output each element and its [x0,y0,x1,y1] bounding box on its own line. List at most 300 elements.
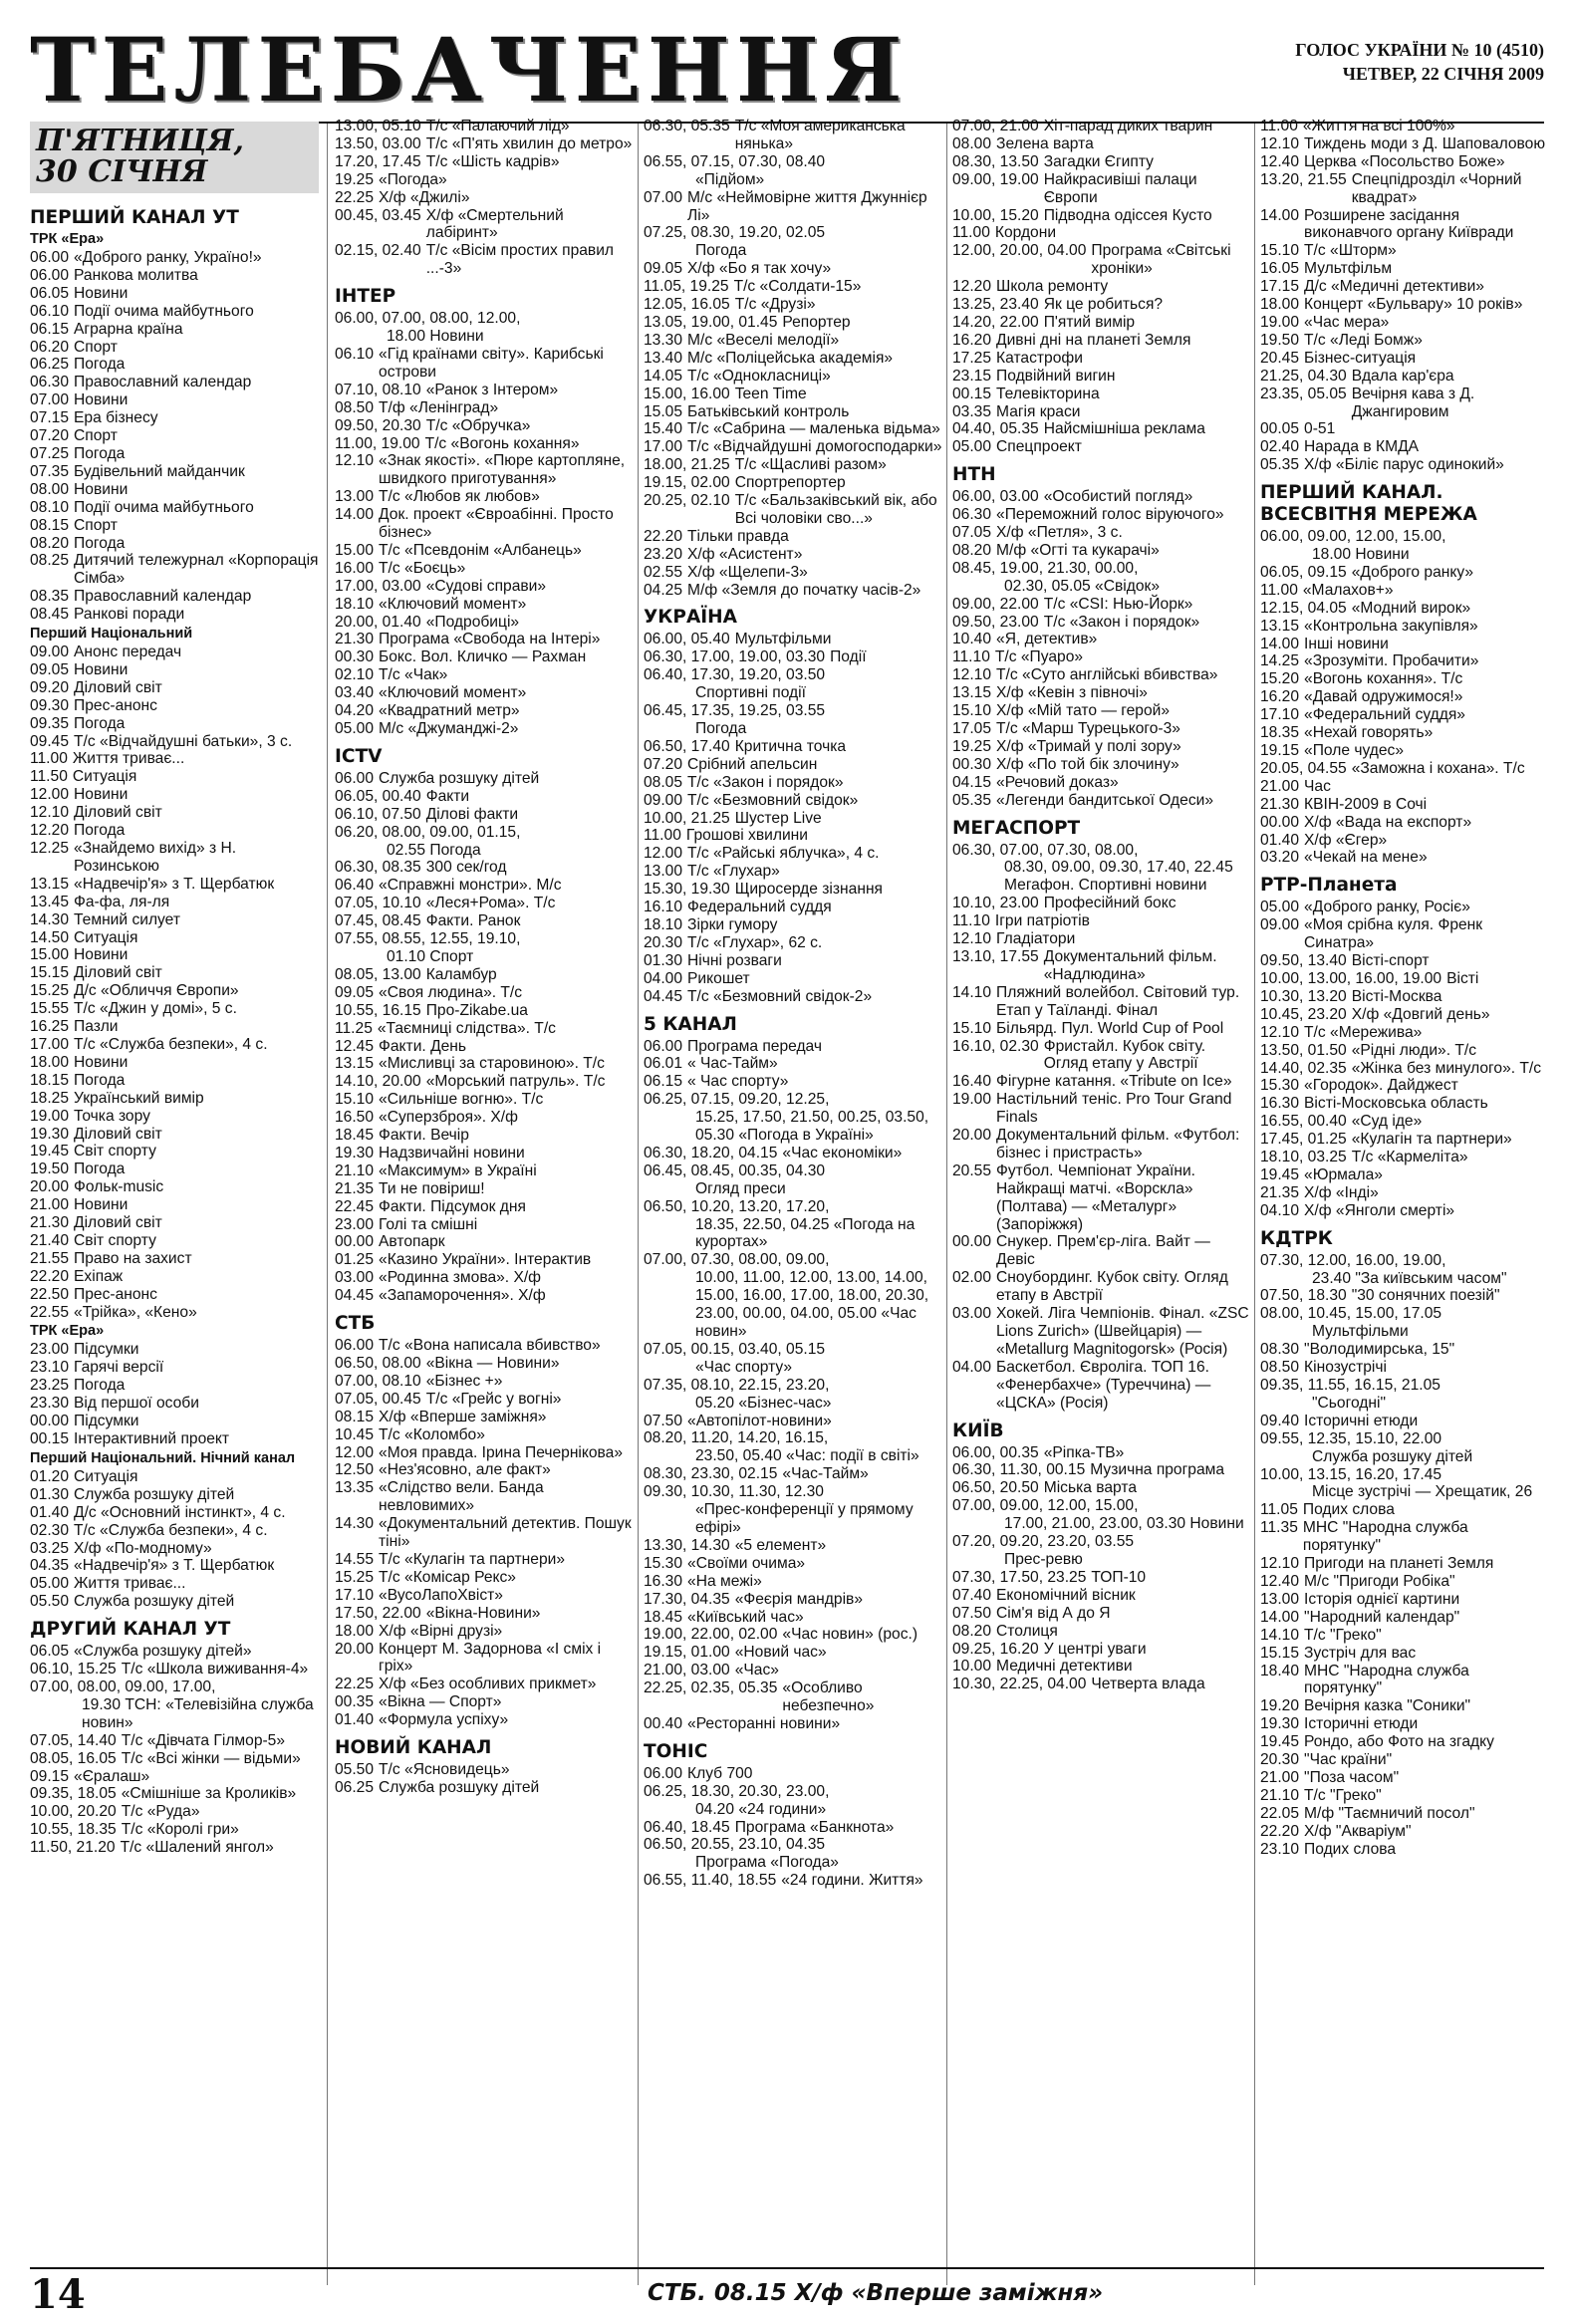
listing-time: 22.20 [1260,1822,1300,1840]
listing-time: 11.00 [952,224,990,242]
listing-row [644,1055,942,1073]
listing-programme: Т/с «Псевдонім «Албанець» [379,541,582,559]
listing-time: 15.00 [30,946,70,964]
listing-time: 00.00 [30,1413,70,1430]
channel-heading: НОВИЙ КАНАЛ [335,1737,492,1759]
listing-programme: «Чекай на мене» [1304,849,1428,867]
listing-programme: «Гід країнами світу». Карибські острови [379,345,604,381]
listing-row [644,1591,942,1609]
listing-time: 21.35 [335,1179,375,1197]
listing-time: 15.10 [952,1019,992,1037]
listing-programme: Шустер Live [734,809,822,827]
listing-programme: Інші новини [1304,635,1389,652]
listing-row [30,1643,319,1661]
listing-programme: Т/с «Чак» [379,666,448,684]
listing-programme: Т/с «Леді Бомж» [1304,331,1423,349]
listing-row [952,1444,1251,1462]
listing-row [1260,1359,1549,1377]
listing-row [952,524,1251,542]
listing-time: 08.50 [335,398,375,416]
listing-programme: «Автопілот-новини» [687,1412,832,1429]
listing-time: 00.00 [335,1233,375,1251]
listing-column-2 [335,118,634,1797]
listing-programme: Х/ф «Вада на експорт» [1304,813,1472,831]
listing-programme: Т/с «Школа виживання-4» [121,1661,309,1678]
listing-programme: Х/ф «Вперше заміжня» [379,1408,547,1425]
listing-time: 09.30 [30,696,70,714]
listing-row [1260,314,1549,332]
listing-row [952,912,1251,930]
listing-time: 07.10, 08.10 [335,381,421,398]
listing-row [335,1761,634,1779]
listing-programme: «Підйом» [695,170,765,188]
listing-row [952,614,1251,632]
listing-row [1260,970,1549,988]
listing-time: 09.45 [30,732,70,750]
listing-programme: Події [830,648,867,666]
listing-time: 15.55 [30,1000,70,1018]
listing-time: 06.50, 08.00 [335,1355,421,1372]
listing-row [335,1002,634,1020]
listing-time: 15.10 [952,702,992,720]
listing-row [30,1504,319,1522]
listing-row [644,1341,942,1377]
listing-programme: Новини [74,1053,129,1071]
listing-programme: Професійний бокс [1043,895,1177,912]
listing-row [1260,706,1549,724]
listing-time: 17.00 [30,1035,70,1053]
listing-programme: «Трійка», «Кено» [74,1303,197,1321]
listing-row [644,881,942,899]
listing-row [335,1373,634,1391]
listing-programme: Вісті-Московська область [1304,1095,1488,1113]
listing-row [335,1551,634,1569]
listing-row [335,1676,634,1693]
listing-row [644,1145,942,1162]
listing-time: 06.20, 08.00, 09.00, 01.15, [335,823,521,841]
listing-time: 07.00, 21.00 [952,118,1039,134]
listing-programme: Спорт [74,338,118,356]
listing-row [1260,1077,1549,1095]
listing-row [952,631,1251,648]
listing-row [335,666,634,684]
listing-time: 16.50 [335,1109,375,1127]
listing-row [30,1732,319,1750]
listing-time: 00.05 [1260,420,1300,438]
listing-time: 05.50 [335,1761,375,1779]
listing-time: 12.00 [335,1443,375,1461]
listing-row [335,1515,634,1551]
listing-row [335,578,634,596]
listing-row [644,474,942,492]
listing-row [30,1000,319,1018]
listing-programme: Найсмішніша реклама [1043,420,1205,438]
listing-time: 23.10 [1260,1840,1300,1858]
listing-time: 06.55, 07.15, 07.30, 08.40 [644,152,826,170]
listing-row [644,1662,942,1679]
listing-programme: 23.50, 05.40 «Час: події в світі» [695,1447,919,1465]
listing-time: 17.15 [1260,278,1300,296]
listing-programme: Х/ф «Щелепи-3» [687,563,808,581]
listing-time: 22.05 [1260,1804,1300,1822]
listing-row [30,303,319,321]
listing-column-4 [952,118,1251,1693]
listing-row [335,1355,634,1373]
listing-time: 12.40 [1260,1572,1300,1590]
listing-time: 06.40 [335,877,375,895]
listing-time: 19.00 [1260,313,1300,331]
listing-time: 21.00 [30,1196,70,1214]
listing-programme: Т/с «Безмовний свідок» [687,791,859,809]
listing-time: 17.30, 04.35 [644,1590,730,1608]
listing-programme: Світ спорту [74,1231,156,1249]
listing-time: 09.00 [1260,916,1300,934]
listing-row [335,895,634,912]
listing-programme: Ігри патріотів [994,912,1090,930]
listing-programme: Мультфільми [1312,1323,1409,1341]
listing-programme: Т/с "Греко" [1304,1626,1382,1644]
listing-time: 20.25, 02.10 [644,492,730,510]
listing-row [644,970,942,988]
listing-row [1260,1663,1549,1698]
listing-row [952,242,1251,278]
listing-programme: «Знак якості». «Пюре картопляне, швидкого приготування» [379,452,626,488]
listing-programme: Програма «Погода» [695,1854,839,1872]
listing-programme: «Зрозуміти. Пробачити» [1304,652,1479,670]
listing-programme: «Надвечір'я» з Т. Щербатюк [74,1557,275,1575]
listing-row [30,1036,319,1054]
listing-time: 02.00 [952,1269,992,1287]
listing-row [1260,1149,1549,1166]
listing-time: 10.00, 15.20 [952,206,1039,224]
listing-time: 18.45 [644,1608,683,1626]
listing-time: 07.25, 08.30, 19.20, 02.05 [644,224,826,242]
listing-time: 10.00, 13.00, 16.00, 19.00 [1260,969,1442,987]
listing-row [30,1575,319,1593]
listing-programme: «Прес-конференції у прямому ефірі» [695,1501,914,1536]
listing-time: 12.15, 04.05 [1260,599,1347,617]
listing-programme: КВІН-2009 в Сочі [1304,795,1428,813]
listing-programme: М/ф "Таємничий посол" [1304,1804,1475,1822]
listing-time: 18.10 [644,915,683,933]
listing-time: 06.00 [644,1037,683,1055]
listing-row [30,409,319,427]
listing-row [30,1286,319,1304]
listing-row [644,1251,942,1341]
listing-programme: Четверта влада [1091,1676,1205,1693]
listing-row [952,296,1251,314]
listing-time: 12.10 [1260,1023,1300,1041]
listing-row [30,804,319,822]
listing-programme: Погода [74,1377,126,1395]
listing-row [1260,1769,1549,1787]
listing-time: 21.10 [335,1162,375,1179]
listing-time: 12.45 [335,1037,375,1055]
listing-programme: Право на захист [74,1249,192,1267]
listing-row [1260,332,1549,350]
listing-row [952,386,1251,403]
listing-row [644,1537,942,1555]
channel-heading: ІНТЕР [335,286,396,308]
listing-programme: Вечірня казка "Соники" [1304,1697,1471,1715]
listing-time: 05.35 [952,791,992,809]
listing-programme: Т/с «Марш Турецького-3» [996,720,1180,737]
listing-time: 12.10 [1260,1555,1300,1573]
listing-programme: Д/с «Медичні детективи» [1304,278,1484,296]
listing-time: 07.05, 00.15, 03.40, 05.15 [644,1340,826,1358]
listing-time: 23.35, 05.05 [1260,385,1347,402]
listing-time: 21.10 [1260,1786,1300,1804]
listing-row [644,332,942,350]
listing-row [952,774,1251,792]
listing-time: 05.50 [30,1593,70,1611]
listing-time: 01.40 [335,1711,375,1729]
listing-row [952,488,1251,506]
listing-programme: Т/с «Шалений янгол» [120,1839,274,1857]
listing-row [952,153,1251,171]
listing-row [952,1676,1251,1693]
listing-time: 07.05, 14.40 [30,1731,117,1749]
listing-programme: Т/с «Служба безпеки», 4 с. [74,1521,268,1539]
listing-row [30,1018,319,1036]
listing-time: 09.50, 13.40 [1260,952,1347,970]
channel-heading: УКРАЇНА [644,607,737,629]
listing-time: 15.25 [335,1568,375,1586]
listing-programme: Історичні етюди [1304,1412,1419,1429]
listing-row [335,488,634,506]
listing-time: 08.20, 11.20, 14.20, 16.15, [644,1429,829,1447]
listing-time: 06.00 [30,266,70,284]
listing-time: 08.45 [30,606,70,624]
listing-time: 04.20 [335,702,375,720]
listing-time: 12.10 [952,930,992,948]
listing-row [952,207,1251,225]
listing-programme: Пригоди на планеті Земля [1304,1555,1494,1573]
listing-row [335,1162,634,1180]
listing-row [644,189,942,225]
listing-row [335,770,634,788]
listing-time: 23.30 [30,1395,70,1413]
listing-programme: Док. проект «Євроабінні. Просто бізнес» [379,506,614,542]
listing-time: 12.10 [1260,134,1300,152]
listing-row [644,988,942,1006]
listing-row [644,1872,942,1890]
listing-programme: «5 елемент» [734,1536,827,1554]
listing-time: 15.25 [30,982,70,1000]
listing-row [952,684,1251,702]
listing-row [30,750,319,768]
listing-time: 07.00, 09.00, 12.00, 15.00, [952,1497,1139,1515]
listing-row [952,542,1251,560]
listing-row [644,1609,942,1627]
channel-heading: НТН [952,464,996,486]
listing-time: 07.55, 08.55, 12.55, 19.10, [335,930,521,948]
listing-row [30,588,319,606]
listing-row [644,863,942,881]
listing-time: 21.30 [1260,795,1300,813]
listing-programme: Погода [74,1161,126,1178]
listing-row [30,1126,319,1144]
listing-programme: Служба розшуку дітей [379,1778,540,1796]
listing-programme: ТОП-10 [1091,1568,1147,1586]
listing-programme: Спорт [74,427,118,445]
listing-time: 08.05, 13.00 [335,965,421,983]
listing-programme: Події очима майбутнього [74,302,254,320]
listing-programme: «Служба розшуку дітей» [74,1643,252,1661]
listing-programme: «Надвечір'я» з Т. Щербатюк [74,875,275,893]
listing-time: 08.15 [30,516,70,534]
listing-row [335,1641,634,1677]
listing-row [644,260,942,278]
listing-programme: Тільки правда [687,527,789,545]
listing-row [335,1409,634,1426]
listing-time: 11.00 [30,750,68,768]
listing-time: 14.50 [30,928,70,946]
listing-row [952,792,1251,810]
listing-time: 08.35 [30,588,70,606]
listing-programme: «Малахов+» [1302,581,1394,599]
listing-time: 13.05, 19.00, 01.45 [644,313,778,331]
listing-programme: Т/с «Щасливі разом» [734,456,887,474]
listing-programme: Клуб 700 [687,1764,753,1782]
listing-programme: «Ріпка-ТВ» [1043,1443,1125,1461]
paper-info [1295,38,1544,86]
listing-programme: «Суд іде» [1351,1113,1423,1131]
listing-programme: Х/ф «По той бік злочину» [996,755,1179,773]
listing-time: 20.00 [952,1127,992,1145]
listing-row [335,189,634,207]
listing-row [644,1626,942,1644]
listing-time: 20.05, 04.55 [1260,759,1347,777]
listing-time: 01.25 [335,1251,375,1269]
listing-time: 01.30 [30,1485,70,1503]
listing-programme: Діловий світ [74,678,162,696]
listing-time: 02.40 [1260,438,1300,456]
listing-time: 23.25 [30,1377,70,1395]
listing-row [644,666,942,702]
listing-time: 06.30, 08.35 [335,859,421,877]
listing-row [30,661,319,679]
listing-time: 16.55, 00.40 [1260,1113,1347,1131]
listing-programme: Подвійний вигин [996,367,1116,385]
listing-time: 21.40 [30,1231,70,1249]
listing-programme: Зелена варта [996,134,1094,152]
listing-programme: Критична точка [734,737,847,755]
listing-row [30,786,319,804]
listing-programme: «Рідні люди». Т/с [1351,1041,1477,1059]
listing-time: 18.10, 03.25 [1260,1149,1347,1166]
listing-programme: Вісті-спорт [1351,952,1430,970]
listing-row [335,824,634,860]
listing-programme: Новини [74,946,129,964]
listing-programme: Події очима майбутнього [74,498,254,516]
listing-programme: Прес-анонс [74,696,157,714]
listing-row [952,1073,1251,1091]
listing-programme: Х/ф «Інді» [1304,1183,1379,1201]
listing-programme: «Київський час» [687,1608,804,1626]
listing-time: 06.25, 18.30, 20.30, 23.00, [644,1782,830,1800]
listing-time: 22.25 [335,1676,375,1693]
listing-programme: «Час» [734,1662,779,1679]
listing-programme: Як це робиться? [1043,296,1164,314]
listing-row [952,738,1251,756]
listing-row [30,499,319,517]
listing-programme: Т/с «Коломбо» [379,1425,485,1443]
listing-programme: "30 сонячних поезій" [1351,1287,1500,1305]
listing-row [335,542,634,560]
listing-programme: Х/ф «Джилі» [379,188,470,206]
listing-programme: «Сильніше вогню». Т/с [379,1091,544,1109]
listing-time: 09.00 [644,791,683,809]
listing-row [30,715,319,733]
listing-programme: Служба розшуку дітей [74,1593,235,1611]
listing-programme: Т/с «Відчайдушні батьки», 3 с. [74,732,293,750]
listing-row [30,1540,319,1558]
listing-programme: Т/с «Моя американська нянька» [734,118,906,152]
listing-time: 09.50, 20.30 [335,416,421,434]
listing-time: 09.05 [335,983,375,1001]
listing-time: 14.00 [1260,206,1300,224]
listing-row [335,1426,634,1444]
listing-row [30,1593,319,1611]
listing-row [335,596,634,614]
listing-programme: П'ятий вимір [1043,313,1136,331]
listing-programme: Кінозустрічі [1304,1359,1387,1377]
listing-programme: 02.30, 05.05 «Свідок» [1004,577,1160,595]
listing-time: 19.00, 22.00, 02.00 [644,1626,778,1644]
listing-row [1260,899,1549,916]
listing-time: 06.10, 15.25 [30,1661,117,1678]
listing-column-5 [1260,118,1549,1858]
listing-row [952,1479,1251,1497]
listing-time: 02.55 [644,563,683,581]
listing-time: 15.00, 16.00 [644,385,730,402]
listing-programme: «Моя срібна куля. Френк Синатра» [1304,916,1483,952]
listing-programme: Хокей. Ліга Чемпіонів. Фінал. «ZSC Lions Zurich» (Швейцарія) — «Metallurg Magnitogorsk» (Росія) [996,1305,1249,1358]
listing-row [335,648,634,666]
listing-time: 16.10 [644,899,683,916]
listing-time: 06.10 [30,302,70,320]
listing-time: 06.50, 10.20, 13.20, 17.20, [644,1197,830,1215]
listing-row [644,564,942,582]
listing-row [1260,796,1549,814]
listing-time: 06.50, 17.40 [644,737,730,755]
listing-time: 10.10, 23.00 [952,895,1039,912]
listing-row [30,1250,319,1268]
listing-programme: Х/ф «Смертельний лабіринт» [425,206,564,242]
listing-programme: Точка зору [74,1107,150,1125]
listing-programme: Д/с «Основний інстинкт», 4 с. [74,1503,286,1521]
listing-time: 12.10 [952,666,992,684]
listing-time: 19.30 [1260,1715,1300,1733]
listing-row [644,792,942,810]
listing-time: 21.00 [1260,777,1300,795]
listing-time: 13.50, 01.50 [1260,1041,1347,1059]
listing-row [30,822,319,840]
listing-time: 20.30 [644,933,683,951]
listing-time: 20.30 [1260,1751,1300,1769]
listing-time: 18.00 [30,1053,70,1071]
listing-row [952,1658,1251,1676]
listing-time: 00.00 [952,1233,992,1251]
listing-row [335,417,634,435]
listing-programme: Історичні етюди [1304,1715,1419,1733]
listing-programme: Снукер. Прем'єр-ліга. Вайт — Девіс [996,1233,1210,1269]
listing-programme: Будівельний майданчик [74,462,245,480]
listing-row [644,386,942,403]
listing-row [1260,1751,1549,1769]
listing-row [335,1779,634,1797]
